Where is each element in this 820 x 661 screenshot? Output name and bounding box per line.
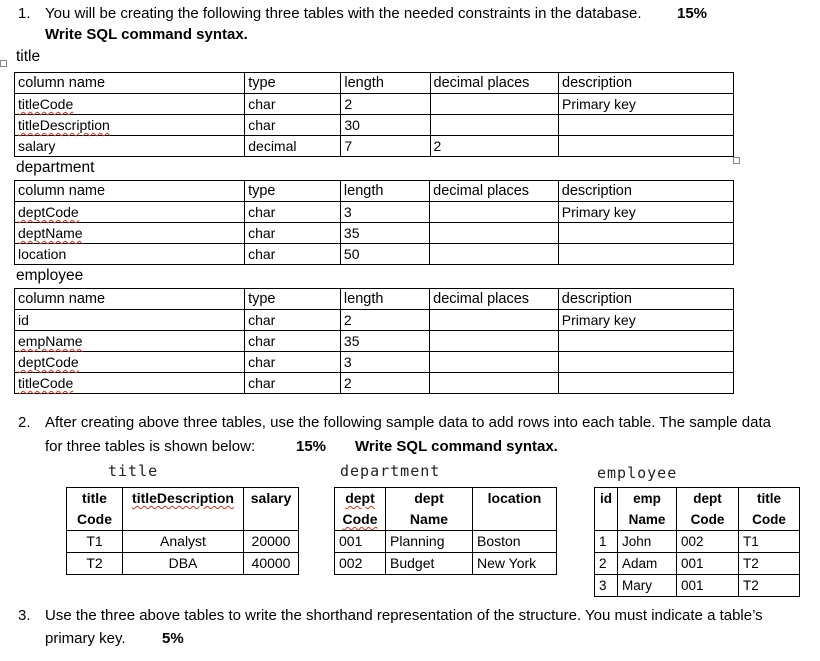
cell bbox=[430, 352, 559, 373]
header-cell: type bbox=[245, 73, 341, 94]
header-cell: description bbox=[558, 289, 733, 310]
table-row bbox=[595, 553, 800, 575]
cell bbox=[430, 310, 559, 331]
header-cell: decimal places bbox=[430, 289, 559, 310]
sample-header-row bbox=[335, 488, 557, 531]
cell bbox=[430, 202, 559, 223]
cell bbox=[430, 115, 559, 136]
header-cell: location bbox=[487, 490, 542, 506]
header-cell: Code bbox=[690, 512, 725, 527]
cell: T2 bbox=[739, 575, 800, 597]
header-cell: dept bbox=[414, 490, 444, 506]
q2-number: 2. bbox=[18, 414, 31, 431]
cell: 3 bbox=[595, 575, 618, 597]
cell: John bbox=[618, 531, 677, 553]
header-cell: Code bbox=[342, 511, 378, 527]
header-cell: title bbox=[82, 490, 107, 506]
table-row bbox=[67, 553, 299, 575]
spec-table-title bbox=[14, 72, 734, 157]
q1-instruction: Write SQL command syntax. bbox=[45, 26, 248, 43]
header-cell: id bbox=[600, 491, 612, 506]
cell bbox=[559, 115, 734, 136]
cell: 2 bbox=[595, 553, 618, 575]
sample-header-row bbox=[595, 488, 800, 531]
cell: 1 bbox=[595, 531, 618, 553]
cell bbox=[558, 331, 733, 352]
q2-text: After creating above three tables, use the following sample data to add rows into each table. The sample data bbox=[45, 414, 771, 431]
cell: T2 bbox=[67, 553, 123, 575]
cell: Mary bbox=[618, 575, 677, 597]
table-row bbox=[15, 331, 734, 352]
table-row bbox=[15, 115, 734, 136]
header-cell: length bbox=[340, 181, 429, 202]
spec-table-employee bbox=[14, 288, 734, 394]
q1-number: 1. bbox=[18, 5, 31, 22]
sample-header-row bbox=[67, 488, 299, 531]
cell: char bbox=[245, 244, 341, 265]
cell: char bbox=[245, 331, 341, 352]
table-row bbox=[15, 94, 734, 115]
cell: 2 bbox=[430, 136, 559, 157]
table-row bbox=[15, 223, 734, 244]
cell: salary bbox=[15, 136, 245, 157]
q3-percent: 5% bbox=[162, 630, 184, 647]
cell bbox=[430, 331, 559, 352]
table-row bbox=[15, 136, 734, 157]
table-move-handle-icon[interactable] bbox=[0, 60, 7, 67]
header-cell: type bbox=[245, 289, 341, 310]
q1-percent: 15% bbox=[677, 5, 708, 22]
spec-header-row bbox=[15, 181, 734, 202]
cell: 2 bbox=[340, 310, 429, 331]
cell: 2 bbox=[340, 373, 429, 394]
cell: Primary key bbox=[558, 310, 733, 331]
cell: char bbox=[245, 202, 341, 223]
table-row bbox=[15, 244, 734, 265]
table-row bbox=[335, 531, 557, 553]
table-row bbox=[15, 310, 734, 331]
header-cell: length bbox=[341, 73, 430, 94]
q2-text-line2: for three tables is shown below: bbox=[45, 438, 256, 455]
cell: DBA bbox=[123, 553, 244, 575]
header-cell: column name bbox=[15, 73, 245, 94]
cell: 002 bbox=[677, 531, 739, 553]
q2-instruction: Write SQL command syntax. bbox=[355, 438, 558, 455]
sample-employee-label: employee bbox=[597, 464, 678, 482]
table-resize-handle-icon[interactable] bbox=[733, 157, 740, 164]
q3-text: Use the three above tables to write the shorthand representation of the structure. You must indicate a table’s bbox=[45, 607, 763, 624]
cell: 001 bbox=[335, 531, 386, 553]
header-cell: Name bbox=[628, 512, 666, 527]
cell: 30 bbox=[341, 115, 430, 136]
header-cell: column name bbox=[15, 181, 245, 202]
header-cell: column name bbox=[15, 289, 245, 310]
cell: 35 bbox=[340, 223, 429, 244]
header-cell: description bbox=[559, 73, 734, 94]
q1-text: You will be creating the following three tables with the needed constraints in the database. bbox=[45, 5, 642, 22]
header-cell: length bbox=[340, 289, 429, 310]
cell: deptCode bbox=[18, 204, 79, 220]
cell: titleDescription bbox=[18, 117, 110, 133]
cell: char bbox=[245, 373, 341, 394]
header-cell: description bbox=[558, 181, 733, 202]
spec-department-name: department bbox=[16, 159, 95, 176]
cell: 7 bbox=[341, 136, 430, 157]
table-row bbox=[15, 202, 734, 223]
spec-table-department bbox=[14, 180, 734, 265]
table-row bbox=[15, 352, 734, 373]
cell: T2 bbox=[739, 553, 800, 575]
cell: empName bbox=[18, 333, 83, 349]
cell: titleCode bbox=[18, 375, 74, 391]
cell: char bbox=[245, 94, 341, 115]
table-row bbox=[15, 373, 734, 394]
q3-text-line2: primary key. bbox=[45, 630, 126, 647]
cell: Boston bbox=[473, 531, 557, 553]
table-row bbox=[595, 575, 800, 597]
cell: 001 bbox=[677, 553, 739, 575]
table-row bbox=[335, 553, 557, 575]
cell: deptName bbox=[18, 225, 83, 241]
cell: Analyst bbox=[123, 531, 244, 553]
q3-number: 3. bbox=[18, 607, 31, 624]
cell bbox=[430, 373, 559, 394]
cell: New York bbox=[473, 553, 557, 575]
cell: 50 bbox=[340, 244, 429, 265]
header-cell: salary bbox=[250, 490, 292, 506]
cell: 35 bbox=[340, 331, 429, 352]
cell: 20000 bbox=[244, 531, 299, 553]
sample-department-label: department bbox=[340, 462, 441, 480]
cell: char bbox=[245, 352, 341, 373]
cell: decimal bbox=[245, 136, 341, 157]
sample-employee-table bbox=[594, 487, 800, 597]
cell: Primary key bbox=[559, 94, 734, 115]
spec-title-name: title bbox=[16, 48, 41, 65]
cell: Adam bbox=[618, 553, 677, 575]
header-cell: Code bbox=[77, 511, 112, 527]
cell: 3 bbox=[340, 352, 429, 373]
header-cell: titleDescription bbox=[132, 490, 234, 506]
header-cell: type bbox=[245, 181, 341, 202]
cell: T1 bbox=[739, 531, 800, 553]
cell: char bbox=[245, 115, 341, 136]
header-cell: Name bbox=[409, 511, 449, 527]
cell: T1 bbox=[67, 531, 123, 553]
cell: 2 bbox=[341, 94, 430, 115]
cell bbox=[558, 244, 733, 265]
cell bbox=[559, 136, 734, 157]
sample-title-table bbox=[66, 487, 299, 575]
header-cell: Code bbox=[752, 512, 786, 527]
cell: id bbox=[15, 310, 245, 331]
cell: 002 bbox=[335, 553, 386, 575]
sample-title-label: title bbox=[108, 462, 159, 480]
cell bbox=[558, 373, 733, 394]
cell: titleCode bbox=[18, 96, 74, 112]
q2-percent: 15% bbox=[296, 438, 327, 455]
cell: 3 bbox=[340, 202, 429, 223]
cell: 001 bbox=[677, 575, 739, 597]
cell bbox=[558, 352, 733, 373]
table-row bbox=[595, 531, 800, 553]
header-cell: dept bbox=[345, 490, 375, 506]
cell bbox=[430, 94, 559, 115]
cell: Planning bbox=[386, 531, 473, 553]
cell: deptCode bbox=[18, 354, 79, 370]
spec-header-row bbox=[15, 289, 734, 310]
header-cell: decimal places bbox=[430, 181, 559, 202]
header-cell: decimal places bbox=[430, 73, 559, 94]
cell: Primary key bbox=[558, 202, 733, 223]
cell: 40000 bbox=[244, 553, 299, 575]
cell bbox=[430, 223, 559, 244]
spec-header-row bbox=[15, 73, 734, 94]
cell bbox=[430, 244, 559, 265]
header-cell: title bbox=[756, 491, 781, 506]
table-row bbox=[67, 531, 299, 553]
cell: location bbox=[15, 244, 245, 265]
cell: char bbox=[245, 310, 341, 331]
cell: Budget bbox=[386, 553, 473, 575]
cell: char bbox=[245, 223, 341, 244]
header-cell: dept bbox=[693, 491, 722, 506]
header-cell: emp bbox=[633, 491, 661, 506]
sample-department-table bbox=[334, 487, 557, 575]
spec-employee-name: employee bbox=[16, 267, 84, 284]
cell bbox=[558, 223, 733, 244]
